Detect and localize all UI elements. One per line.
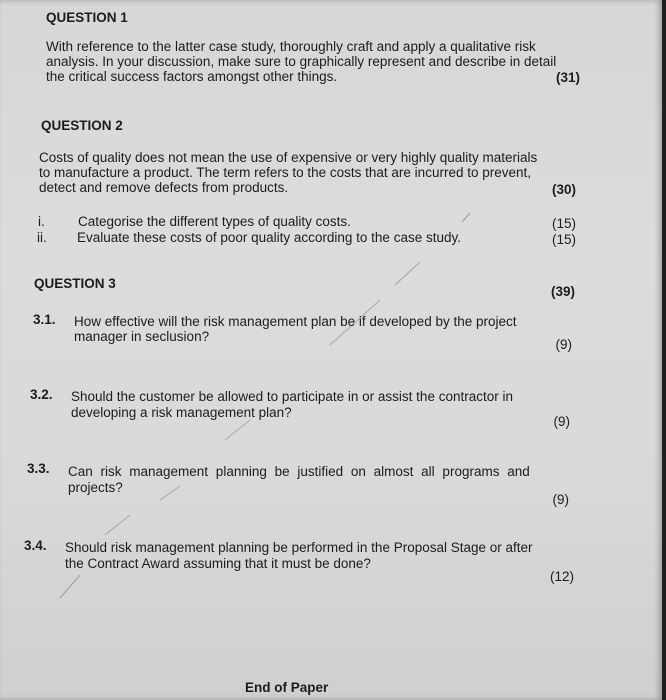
end-of-paper: End of Paper	[245, 680, 329, 695]
question-3-item-marks: (9)	[553, 414, 570, 429]
question-3-item-number: 3.3.	[27, 461, 50, 476]
question-3-item-line: projects?	[68, 480, 123, 495]
question-1-title: QUESTION 1	[46, 10, 128, 25]
pencil-stroke	[462, 213, 470, 222]
question-2-item-number: ii.	[37, 230, 47, 245]
pencil-stroke	[160, 486, 180, 500]
question-2-item-text: Evaluate these costs of poor quality according to the case study.	[77, 230, 461, 245]
question-2-marks: (30)	[551, 182, 576, 197]
pencil-stroke	[395, 262, 420, 285]
question-3-marks: (39)	[550, 284, 575, 299]
question-3-item-number: 3.4.	[24, 538, 47, 553]
question-3-item-line: manager in seclusion?	[74, 329, 210, 344]
question-2-item-text: Categorise the different types of quality costs.	[78, 214, 351, 229]
question-1-text-line: the critical success factors amongst other things.	[46, 69, 338, 84]
question-3-item-number: 3.1.	[33, 312, 56, 327]
question-2-item-number: i.	[38, 214, 45, 229]
question-3-item-line: Should risk management planning be performed in the Proposal Stage or after	[65, 540, 533, 555]
question-3-item-marks: (9)	[555, 337, 572, 352]
question-3-item-marks: (9)	[552, 492, 569, 507]
question-1-text-line: With reference to the latter case study, thoroughly craft and apply a qualitative risk	[46, 39, 536, 54]
pencil-stroke	[225, 420, 250, 440]
question-1-text-line: analysis. In your discussion, make sure to graphically represent and describe in detail	[46, 54, 557, 69]
question-3-item-line: Should the customer be allowed to participate in or assist the contractor in	[71, 389, 513, 404]
question-2-text-line: detect and remove defects from products.	[39, 180, 289, 195]
pencil-stroke	[105, 515, 130, 535]
question-3-item-line: developing a risk management plan?	[71, 405, 292, 420]
question-2-item-marks: (15)	[551, 232, 576, 247]
question-2-text-line: Costs of quality does not mean the use of expensive or very highly quality materials	[39, 150, 538, 165]
question-3-title: QUESTION 3	[34, 276, 116, 291]
question-2-title: QUESTION 2	[41, 118, 123, 133]
question-3-item-number: 3.2.	[30, 387, 53, 402]
question-2-text-line: to manufacture a product. The term refers to the costs that are incurred to prevent,	[39, 165, 531, 180]
question-3-item-line: Can risk management planning be justified on almost all programs and	[68, 464, 530, 479]
pencil-stroke	[60, 575, 80, 598]
question-3-item-line: the Contract Award assuming that it must be done?	[65, 556, 371, 571]
question-3-item-marks: (12)	[549, 569, 574, 584]
question-1-marks: (31)	[555, 70, 580, 85]
question-3-item-line: How effective will the risk management plan be if developed by the project	[74, 314, 517, 329]
question-2-item-marks: (15)	[551, 216, 576, 231]
